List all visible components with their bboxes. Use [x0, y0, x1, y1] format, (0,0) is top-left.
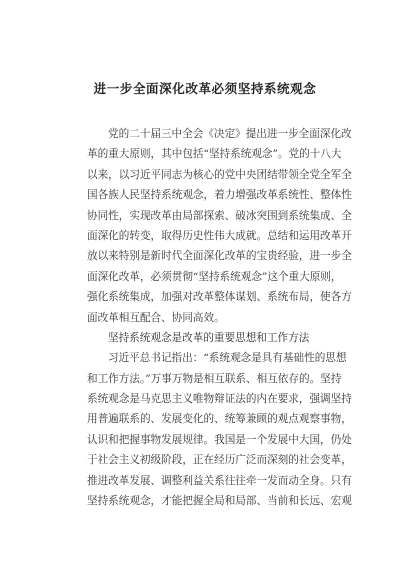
- document-body: [87, 124, 352, 511]
- paragraph-line: 强化系统集成，加强对改革整体谋划、系统布局，使各方: [87, 291, 352, 304]
- paragraph-line: 认识和把握事物发展规律。我国是一个发展中大国，仍处: [87, 433, 352, 446]
- paragraph-line: 党的二十届三中全会《决定》提出进一步全面深化改: [108, 128, 352, 140]
- paragraph-line: 系统观念是马克思主义唯物辩证法的内在要求，强调坚持: [87, 393, 352, 406]
- paragraph-line: 坚持系统观念，才能把握全局和局部、当前和长远、宏观: [87, 495, 352, 508]
- section-heading: 坚持系统观念是改革的重要思想和工作方法: [108, 331, 310, 344]
- paragraph-line: 于社会主义初级阶段，正在经历广泛而深刻的社会变革，: [87, 454, 352, 467]
- paragraph-line: 习近平总书记指出：“系统观念是具有基础性的思想: [108, 352, 347, 365]
- paragraph-line: 面深化的转变，取得历史性伟大成就。总结和运用改革开: [87, 229, 352, 242]
- paragraph-line: 面改革相互配合、协同高效。: [87, 311, 225, 324]
- paragraph-line: 革的重大原则，其中包括“坚持系统观念”。党的十八大: [87, 148, 342, 161]
- paragraph-line: 面深化改革，必须贯彻“坚持系统观念”这个重大原则，: [87, 270, 342, 283]
- paragraph-line: 用普遍联系的、发展变化的、统筹兼顾的观点观察事物，: [87, 413, 352, 426]
- paragraph-line: 推进改革发展、调整利益关系往往牵一发而动全身。只有: [87, 474, 352, 487]
- paragraph-line: 以来，以习近平同志为核心的党中央团结带领全党全军全: [87, 168, 352, 181]
- paragraph-line: 国各族人民坚持系统观念，着力增强改革系统性、整体性: [87, 189, 352, 202]
- paragraph-line: 放以来特别是新时代全面深化改革的宝贵经验，进一步全: [87, 250, 352, 263]
- paragraph-line: 和工作方法。”万事万物是相互联系、相互依存的。坚持: [87, 372, 342, 385]
- paragraph-line: 协同性，实现改革由局部探索、破冰突围到系统集成、全: [87, 209, 352, 222]
- document-title: 进一步全面深化改革必须坚持系统观念: [93, 81, 317, 96]
